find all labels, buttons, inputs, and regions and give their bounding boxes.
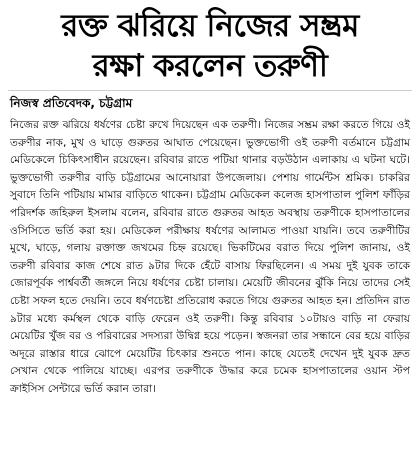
headline-line-2: রক্ষা করলেন তরুণী	[92, 48, 328, 84]
headline-line-1: রক্ত ঝরিয়ে নিজের সম্ভ্রম	[61, 8, 359, 44]
article-body: নিজের রক্ত ঝরিয়ে ধর্ষণের চেষ্টা রুখে দিয়েছেন এক তরুণী। নিজের সম্ভ্রম রক্ষা করতে গিয়ে ওই তরুণীর নাক, মুখ ও ঘাড়ে গুরুতর আঘাত পেয়েছেন। ভুক্তভোগী ওই তরুণী বর্তমানে চট্টগ্রাম মেডিকেলে চিকিৎসাধীন রয়েছেন। রবিবার রাতে পটিয়া থানার বড়উঠান এলাকায় এ ঘটনা ঘটে। ভুক্তভোগী তরুণীর বাড়ি চট্টগ্রামের আনোয়ারা উপজেলায়। পেশায় গার্মেন্টস শ্রমিক। চাকরির সুবাদে তিনি পটিয়ায় মামার বাড়িতে থাকেন। চট্টগ্রাম মেডিকেল কলেজ হাসপাতাল পুলিশ ফাঁড়ির পরিদর্শক জহিরুল ইসলাম বলেন, রবিবার রাতে গুরুতর আহত অবস্থায় তরুণীকে হাসপাতালের ওসিসিতে ভর্তি করা হয়। মেডিকেল পরীক্ষায় ধর্ষণের আলামত পাওয়া যায়নি। তবে তরুণীটির মুখে, ঘাড়ে, গলায় রক্তাক্ত জখমের চিহ্ন রয়েছে। ভিকটিমের বরাত দিয়ে পুলিশ জানায়, ওই তরুণী রবিবার কাজ শেষে রাত ৯টার দিকে হেঁটে বাসায় ফিরছিলেন। এ সময় দুই যুবক তাকে জোরপূর্বক পার্শ্ববর্তী জঙ্গলে নিয়ে ধর্ষণের চেষ্টা চালায়। মেয়েটি জীবনের ঝুঁকি নিয়ে তাদের সেই চেষ্টা সফল হতে দেয়নি। তবে ধর্ষণচেষ্টা প্রতিরোধ করতে গিয়ে গুরুতর আহত হন। প্রতিদিন রাত ৯টার মধ্যে কর্মস্থল থেকে বাড়ি ফেরেন ওই তরুণী। কিন্তু রবিবার ১০টায়ও বাড়ি না ফেরায় মেয়েটির খুঁজ বর ও পরিবারের সদস্যরা উদ্বিগ্ন হয়ে পড়েন। স্বজনরা তার সন্ধানে বের হয়ে বাড়ির অদূরে রাস্তার ধারে ঝোপে মেয়েটির চিৎকার শুনতে পান। কাছে যেতেই দেখেন দুই যুবক দ্রুত সেখান থেকে পালিয়ে যাচ্ছে। এরপর তরুণীকে উদ্ধার করে চমেক হাসপাতালের ওয়ান স্টপ ক্রাইসিস সেন্টারে ভর্তি করান তারা।	[10, 119, 410, 395]
byline: নিজস্ব প্রতিবেদক, চট্টগ্রাম	[10, 96, 133, 110]
headline	[8, 6, 412, 91]
